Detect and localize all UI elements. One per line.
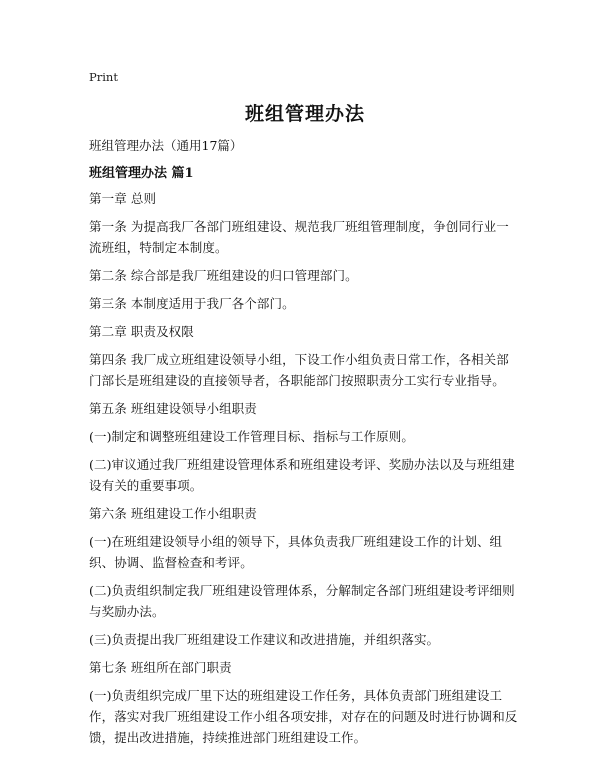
section-heading: 班组管理办法 篇1	[89, 166, 194, 181]
paragraph-article-3: 第三条 本制度适用于我厂各个部门。	[89, 296, 295, 311]
document-title: 班组管理办法	[244, 103, 365, 125]
paragraph-article-7: 第七条 班组所在部门职责	[89, 660, 232, 675]
paragraph-article-6: 第六条 班组建设工作小组职责	[89, 506, 257, 521]
paragraph-item: (二)审议通过我厂班组建设管理体系和班组建设考评、奖励办法以及与班组建设有关的重要事项。	[89, 457, 515, 493]
paragraph-article-2: 第二条 综合部是我厂班组建设的归口管理部门。	[89, 268, 358, 283]
paragraph-item: (二)负责组织制定我厂班组建设管理体系，分解制定各部门班组建设考评细则与奖励办法。	[89, 583, 515, 619]
paragraph-item: (一)在班组建设领导小组的领导下，具体负责我厂班组建设工作的计划、组织、协调、监督检查和考评。	[89, 534, 503, 570]
paragraph-item: (一)负责组织完成厂里下达的班组建设工作任务，具体负责部门班组建设工作，落实对我厂班组建设工作小组各项安排，对存在的问题及时进行协调和反馈，提出改进措施，持续推进部门班组建设工作。	[89, 688, 518, 745]
print-label: Print	[89, 70, 118, 84]
paragraph-article-4: 第四条 我厂成立班组建设领导小组，下设工作小组负责日常工作，各相关部门部长是班组建设的直接领导者，各职能部门按照职责分工实行专业指导。	[89, 352, 509, 388]
paragraph-article-1: 第一条 为提高我厂各部门班组建设、规范我厂班组管理制度，争创同行业一流班组，特制定本制度。	[89, 219, 509, 255]
paragraph-article-5: 第五条 班组建设领导小组职责	[89, 401, 257, 416]
paragraph-chapter-1: 第一章 总则	[89, 191, 157, 206]
paragraph-item: (三)负责提出我厂班组建设工作建议和改进措施，并组织落实。	[89, 632, 440, 647]
paragraph-item: (一)制定和调整班组建设工作管理目标、指标与工作原则。	[89, 429, 414, 444]
document-body	[89, 188, 521, 755]
paragraph-chapter-2: 第二章 职责及权限	[89, 324, 194, 339]
document-subtitle: 班组管理办法（通用17篇）	[89, 138, 243, 153]
